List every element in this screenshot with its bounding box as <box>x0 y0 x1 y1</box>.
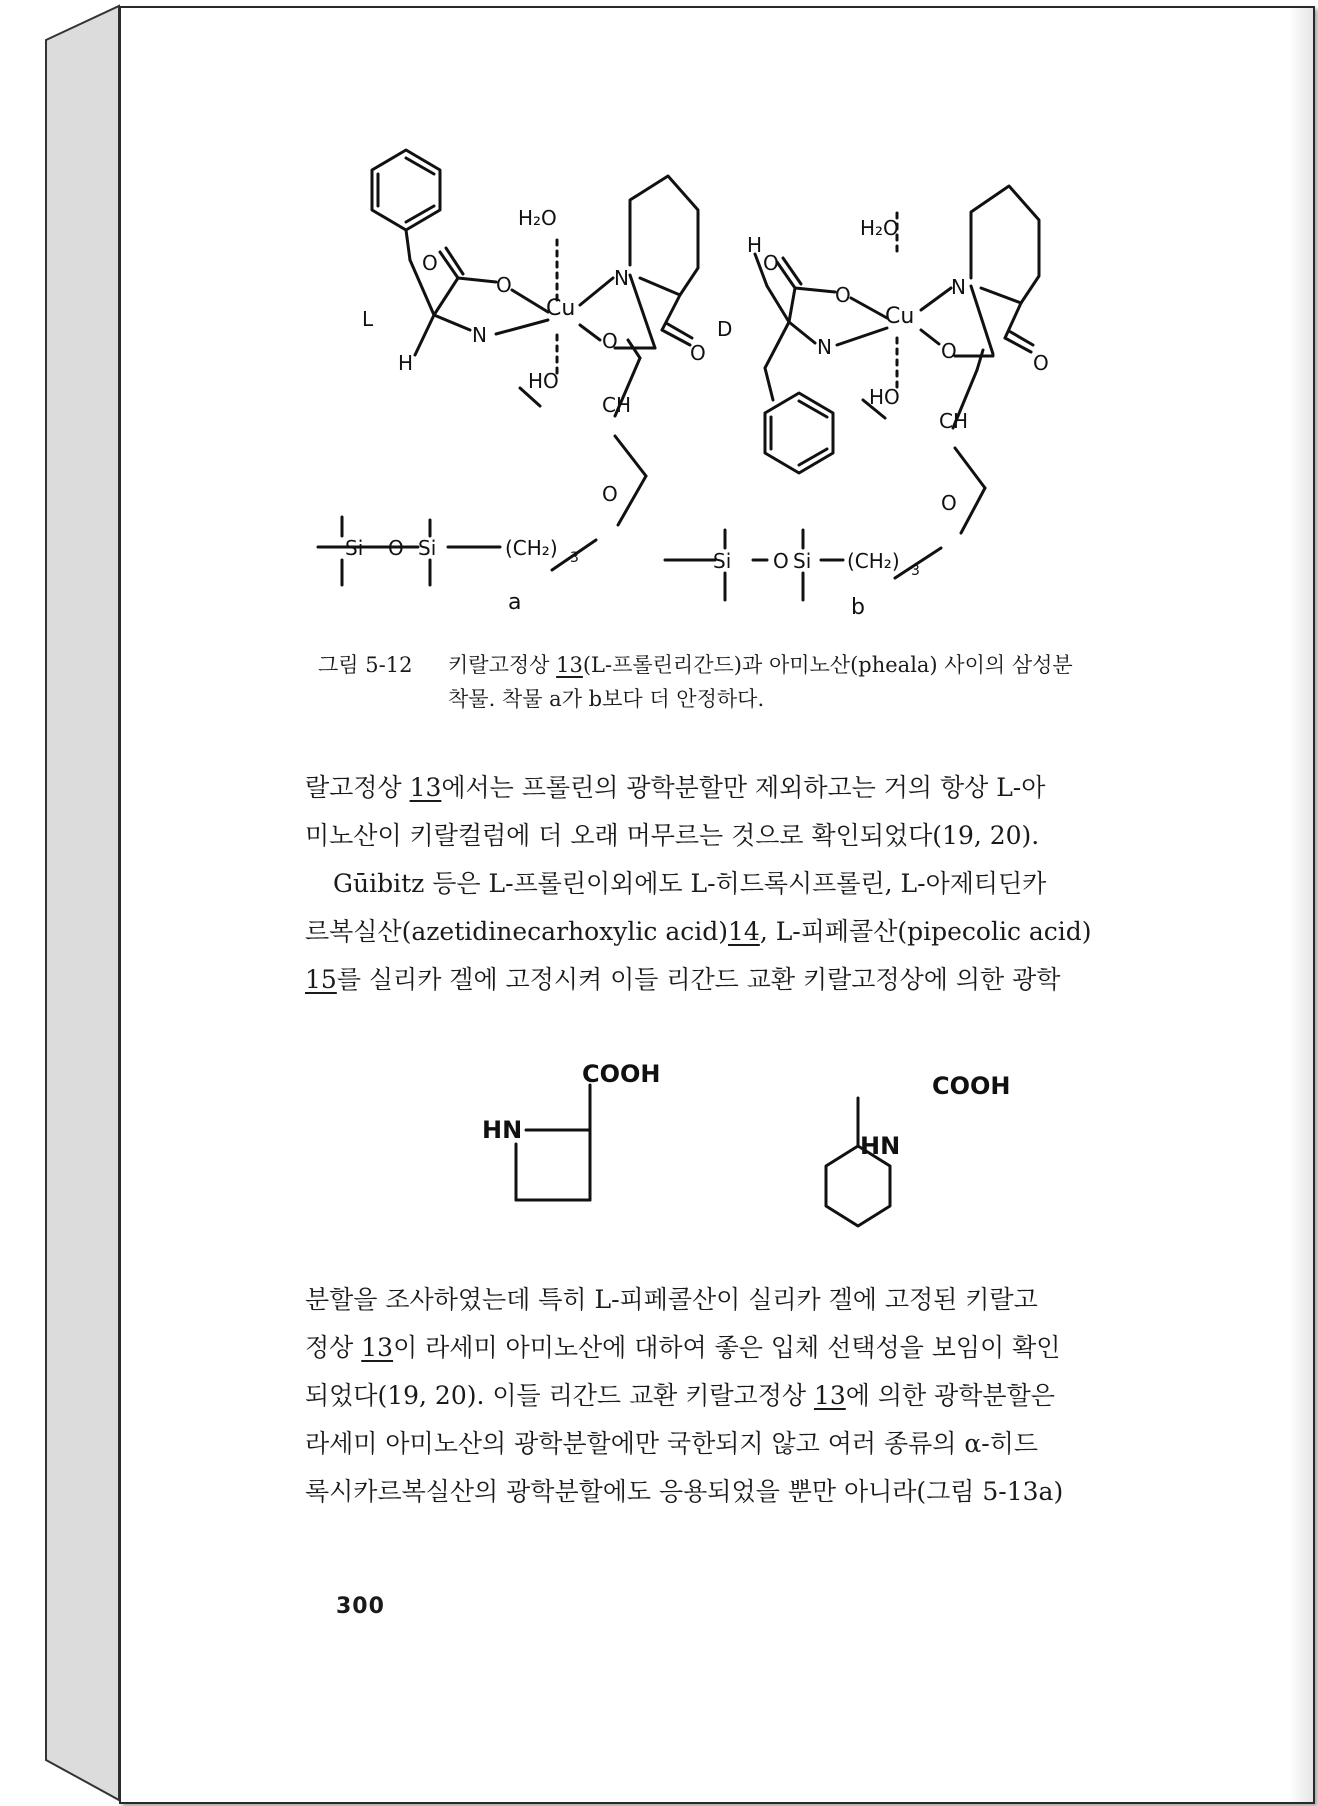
para2-line-5: 록시카르복실산의 광학분할에도 응용되었을 뿐만 아니라(그림 5-13a) <box>305 1477 1064 1506</box>
o-siloxane-b: O <box>773 549 789 573</box>
azetidine-pipecolic-structures <box>470 1050 1030 1250</box>
page-number: 300 <box>336 1594 385 1619</box>
cooh-label-left: COOH <box>582 1060 661 1088</box>
n-amine-a: N <box>472 323 487 347</box>
panel-label-b: b <box>851 595 865 620</box>
n-amine-b: N <box>817 335 832 359</box>
cu-label-a: Cu <box>546 296 576 321</box>
hn-label-left: HN <box>482 1116 523 1144</box>
paragraph-1 <box>305 764 1190 1004</box>
complex-b <box>665 186 1049 620</box>
water-label-a: H₂O <box>518 206 557 230</box>
ref-13b: 13 <box>361 1333 394 1362</box>
phenyl-ring-b <box>765 393 833 473</box>
o-ether-b: O <box>941 491 957 515</box>
cu-label-b: Cu <box>885 304 915 329</box>
ho-label-b: HO <box>869 385 900 409</box>
ref-13c: 13 <box>813 1381 846 1410</box>
para2-line-3: 되었다(19, 20). 이들 리간드 교환 키랄고정상 13에 의한 광학분할은 <box>305 1381 1055 1410</box>
water-label-b: H₂O <box>860 216 899 240</box>
azetidine-carboxylic-acid <box>482 1060 661 1200</box>
o-proline-a: O <box>602 329 618 353</box>
ho-label-a: HO <box>528 369 559 393</box>
sub3-label-b: 3 <box>911 563 920 579</box>
h-label-a: H <box>398 351 414 375</box>
paragraph-2 <box>305 1276 1190 1516</box>
si-label-b2: Si <box>793 549 812 573</box>
para2-line-4: 라세미 아미노산의 광학분할에만 국한되지 않고 여러 종류의 α-히드 <box>305 1429 1039 1458</box>
caption-line-2: 착물. 착물 a가 b보다 더 안정하다. <box>448 687 765 711</box>
figure-caption <box>318 648 1218 716</box>
hn-label-right: HN <box>860 1132 901 1160</box>
para1-line-3: Gūibitz 등은 L-프롤린이외에도 L-히드록시프롤린, L-아제티딘카 <box>333 869 1047 898</box>
o-carbonyl-b: O <box>763 251 779 275</box>
o-carbonyl-a: O <box>422 251 438 275</box>
si-label-a1: Si <box>345 536 364 560</box>
o-carboxyl-b: O <box>835 283 851 307</box>
caption-text-b: (L-프롤린리간드)과 아미노산(pheala) 사이의 삼성분 <box>582 653 1073 677</box>
sub3-label-a: 3 <box>570 550 579 566</box>
o-siloxane-a: O <box>388 536 404 560</box>
para1-line-1: 랄고정상 13에서는 프롤린의 광학분할만 제외하고는 거의 항상 L-아 <box>305 773 1046 802</box>
si-label-b1: Si <box>713 549 732 573</box>
caption-ref: 13 <box>556 653 583 677</box>
ch-label-a: CH <box>602 393 632 417</box>
pipecolic-acid <box>826 1072 1011 1226</box>
h-label-b: H <box>747 233 763 257</box>
ch-label-b: CH <box>939 409 969 433</box>
para1-line-2: 미노산이 키랄컬럼에 더 오래 머무르는 것으로 확인되었다(19, 20). <box>305 821 1040 850</box>
para2-line-2: 정상 13이 라세미 아미노산에 대하여 좋은 입체 선택성을 보임이 확인 <box>305 1333 1061 1362</box>
config-label-b: D <box>717 317 733 341</box>
page-edge-shade <box>1289 8 1313 1802</box>
config-label-a: L <box>362 307 374 331</box>
o-keto-a: O <box>690 341 706 365</box>
n-proline-a: N <box>614 266 629 290</box>
caption-line-1 <box>318 648 1218 682</box>
o-carboxyl-a: O <box>496 273 512 297</box>
ref-13: 13 <box>409 773 442 802</box>
ch2-label-b: (CH₂) <box>847 549 900 573</box>
book-spine <box>44 0 124 1806</box>
ref-15: 15 <box>305 965 337 994</box>
figure-5-12-structures <box>300 130 1220 620</box>
o-keto-b: O <box>1033 351 1049 375</box>
o-ether-a: O <box>602 482 618 506</box>
ref-14: 14 <box>728 917 760 946</box>
n-proline-b: N <box>951 275 966 299</box>
caption-label: 그림 5-12 <box>318 653 413 677</box>
phenyl-ring-a <box>372 150 440 230</box>
para1-line-5: 15를 실리카 겔에 고정시켜 이들 리간드 교환 키랄고정상에 의한 광학 <box>305 965 1061 994</box>
si-label-a2: Si <box>418 536 437 560</box>
caption-text-a: 키랄고정상 <box>448 653 557 677</box>
para2-line-1: 분할을 조사하였는데 특히 L-피페콜산이 실리카 겔에 고정된 키랄고 <box>305 1285 1038 1314</box>
ch2-label-a: (CH₂) <box>505 536 558 560</box>
para1-line-4: 르복실산(azetidinecarhoxylic acid)14, L-피페콜산(pipecolic acid) <box>305 917 1092 946</box>
panel-label-a: a <box>508 590 522 615</box>
o-proline-b: O <box>941 339 957 363</box>
cooh-label-right: COOH <box>932 1072 1011 1100</box>
complex-a <box>318 150 706 615</box>
